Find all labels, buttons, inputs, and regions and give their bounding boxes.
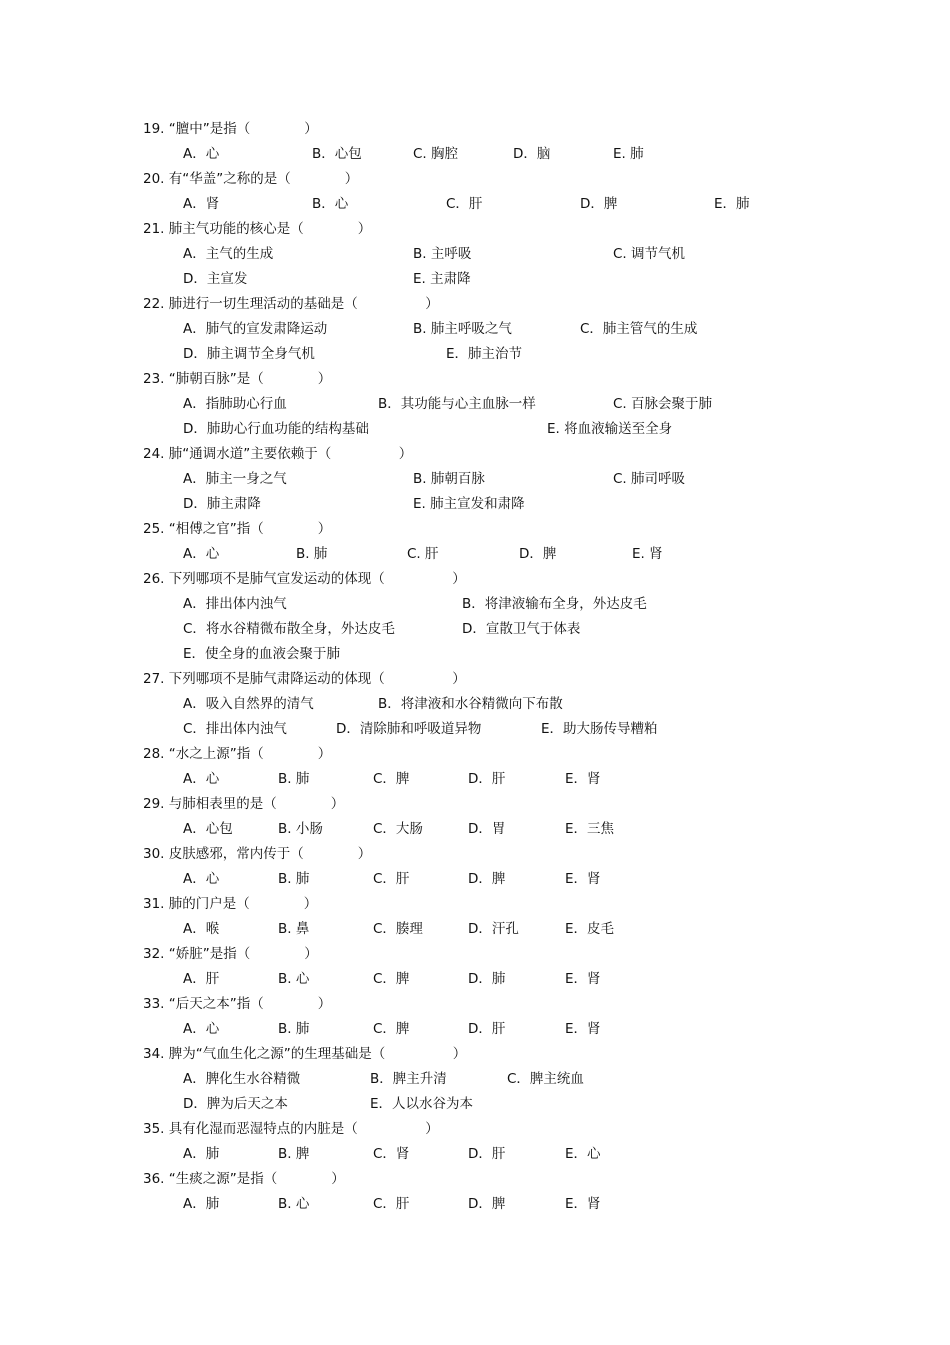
question-stem: 19. “膻中”是指（ ）	[143, 121, 318, 137]
answer-option: E．人以水谷为本	[370, 1096, 474, 1112]
answer-option: C．脾	[373, 1021, 410, 1037]
answer-option: D．脾	[580, 196, 618, 212]
answer-option: D．脾	[468, 871, 506, 887]
answer-option: C．肝	[373, 871, 410, 887]
answer-option: B．脾主升清	[370, 1071, 447, 1087]
answer-option: A．肺	[183, 1196, 220, 1212]
answer-option: D．肺主肃降	[183, 496, 261, 512]
answer-option: E．助大肠传导糟粕	[541, 721, 658, 737]
answer-option: E. 将血液输送至全身	[547, 421, 673, 437]
answer-option: A．心	[183, 546, 220, 562]
answer-option: E．肾	[565, 1021, 601, 1037]
answer-option: D．汗孔	[468, 921, 519, 937]
answer-option: A．心包	[183, 821, 233, 837]
answer-option: E. 肺主宣发和肃降	[413, 496, 525, 512]
answer-option: D．脾	[468, 1196, 506, 1212]
answer-option: D．主宣发	[183, 271, 248, 287]
answer-option: A．心	[183, 1021, 220, 1037]
answer-option: C．脾	[373, 771, 410, 787]
answer-option: C. 肝	[407, 546, 439, 562]
answer-option: C．排出体内浊气	[183, 721, 287, 737]
answer-option: A．肾	[183, 196, 220, 212]
answer-option: A．心	[183, 146, 220, 162]
answer-option: C．肝	[446, 196, 483, 212]
answer-option: C. 百脉会聚于肺	[613, 396, 713, 412]
question-stem: 21. 肺主气功能的核心是（ ）	[143, 221, 372, 237]
question-stem: 30. 皮肤感邪，常内传于（ ）	[143, 846, 372, 862]
answer-option: B．将津液输布全身，外达皮毛	[462, 596, 647, 612]
answer-option: E．心	[565, 1146, 601, 1162]
question-stem: 35. 具有化湿而恶湿特点的内脏是（ ）	[143, 1121, 439, 1137]
answer-option: E. 主肃降	[413, 271, 471, 287]
answer-option: B. 脾	[278, 1146, 310, 1162]
answer-option: A．排出体内浊气	[183, 596, 287, 612]
answer-option: D．肝	[468, 1146, 506, 1162]
answer-option: E．三焦	[565, 821, 615, 837]
answer-option: B．心包	[312, 146, 362, 162]
question-stem: 27. 下列哪项不是肺气肃降运动的体现（ ）	[143, 671, 466, 687]
answer-option: D．脾为后天之本	[183, 1096, 288, 1112]
answer-option: A．肝	[183, 971, 220, 987]
answer-option: B. 肺朝百脉	[413, 471, 485, 487]
answer-option: D．脑	[513, 146, 551, 162]
answer-option: E．肺主治节	[446, 346, 523, 362]
answer-option: D．肝	[468, 771, 506, 787]
answer-option: A．吸入自然界的清气	[183, 696, 314, 712]
answer-option: C．脾主统血	[507, 1071, 584, 1087]
answer-option: D．肺助心行血功能的结构基础	[183, 421, 369, 437]
question-stem: 29. 与肺相表里的是（ ）	[143, 796, 345, 812]
answer-option: B．将津液和水谷精微向下布散	[378, 696, 563, 712]
answer-option: C. 肺司呼吸	[613, 471, 686, 487]
answer-option: A．脾化生水谷精微	[183, 1071, 301, 1087]
answer-option: A．指肺助心行血	[183, 396, 287, 412]
question-stem: 26. 下列哪项不是肺气宣发运动的体现（ ）	[143, 571, 466, 587]
answer-option: A．肺主一身之气	[183, 471, 287, 487]
answer-option: C．肾	[373, 1146, 410, 1162]
answer-option: B. 主呼吸	[413, 246, 472, 262]
answer-option: E．肺	[714, 196, 750, 212]
answer-option: A．肺气的宣发肃降运动	[183, 321, 328, 337]
answer-option: C. 调节气机	[613, 246, 686, 262]
answer-option: C．脾	[373, 971, 410, 987]
answer-option: B. 心	[278, 971, 310, 987]
answer-option: E．肾	[565, 971, 601, 987]
answer-option: C．肝	[373, 1196, 410, 1212]
answer-option: C．腠理	[373, 921, 423, 937]
question-stem: 20. 有“华盖”之称的是（ ）	[143, 171, 359, 187]
answer-option: D．清除肺和呼吸道异物	[336, 721, 482, 737]
answer-option: D．肺主调节全身气机	[183, 346, 315, 362]
answer-option: A．心	[183, 871, 220, 887]
answer-option: D．肺	[468, 971, 506, 987]
answer-option: E．肾	[565, 871, 601, 887]
answer-option: A．主气的生成	[183, 246, 274, 262]
answer-option: A．心	[183, 771, 220, 787]
answer-option: B. 肺	[278, 771, 310, 787]
answer-option: C．肺主管气的生成	[580, 321, 698, 337]
question-stem: 28. “水之上源”指（ ）	[143, 746, 332, 762]
answer-option: B．心	[312, 196, 349, 212]
question-stem: 31. 肺的门户是（ ）	[143, 896, 318, 912]
question-stem: 32. “娇脏”是指（ ）	[143, 946, 318, 962]
answer-option: B. 肺	[278, 871, 310, 887]
answer-option: B. 肺主呼吸之气	[413, 321, 512, 337]
answer-option: D．脾	[519, 546, 557, 562]
answer-option: C．大肠	[373, 821, 423, 837]
answer-option: B．其功能与心主血脉一样	[378, 396, 536, 412]
answer-option: D．胃	[468, 821, 506, 837]
answer-option: E．皮毛	[565, 921, 615, 937]
answer-option: B. 鼻	[278, 921, 310, 937]
answer-option: E. 肾	[632, 546, 663, 562]
question-stem: 25. “相傅之官”指（ ）	[143, 521, 332, 537]
answer-option: E．使全身的血液会聚于肺	[183, 646, 341, 662]
answer-option: E．肾	[565, 1196, 601, 1212]
answer-option: D．肝	[468, 1021, 506, 1037]
answer-option: B. 肺	[278, 1021, 310, 1037]
question-stem: 33. “后天之本”指（ ）	[143, 996, 332, 1012]
answer-option: B. 心	[278, 1196, 310, 1212]
answer-option: E. 肺	[613, 146, 644, 162]
answer-option: A．喉	[183, 921, 220, 937]
question-stem: 36. “生痰之源”是指（ ）	[143, 1171, 345, 1187]
question-stem: 34. 脾为“气血生化之源”的生理基础是（ ）	[143, 1046, 467, 1062]
question-stem: 23. “肺朝百脉”是（ ）	[143, 371, 332, 387]
answer-option: C．将水谷精微布散全身，外达皮毛	[183, 621, 395, 637]
answer-option: D．宣散卫气于体表	[462, 621, 581, 637]
answer-option: B. 肺	[296, 546, 328, 562]
answer-option: B. 小肠	[278, 821, 323, 837]
question-stem: 24. 肺“通调水道”主要依赖于（ ）	[143, 446, 413, 462]
answer-option: C. 胸腔	[413, 146, 459, 162]
answer-option: E．肾	[565, 771, 601, 787]
answer-option: A．肺	[183, 1146, 220, 1162]
question-stem: 22. 肺进行一切生理活动的基础是（ ）	[143, 296, 439, 312]
